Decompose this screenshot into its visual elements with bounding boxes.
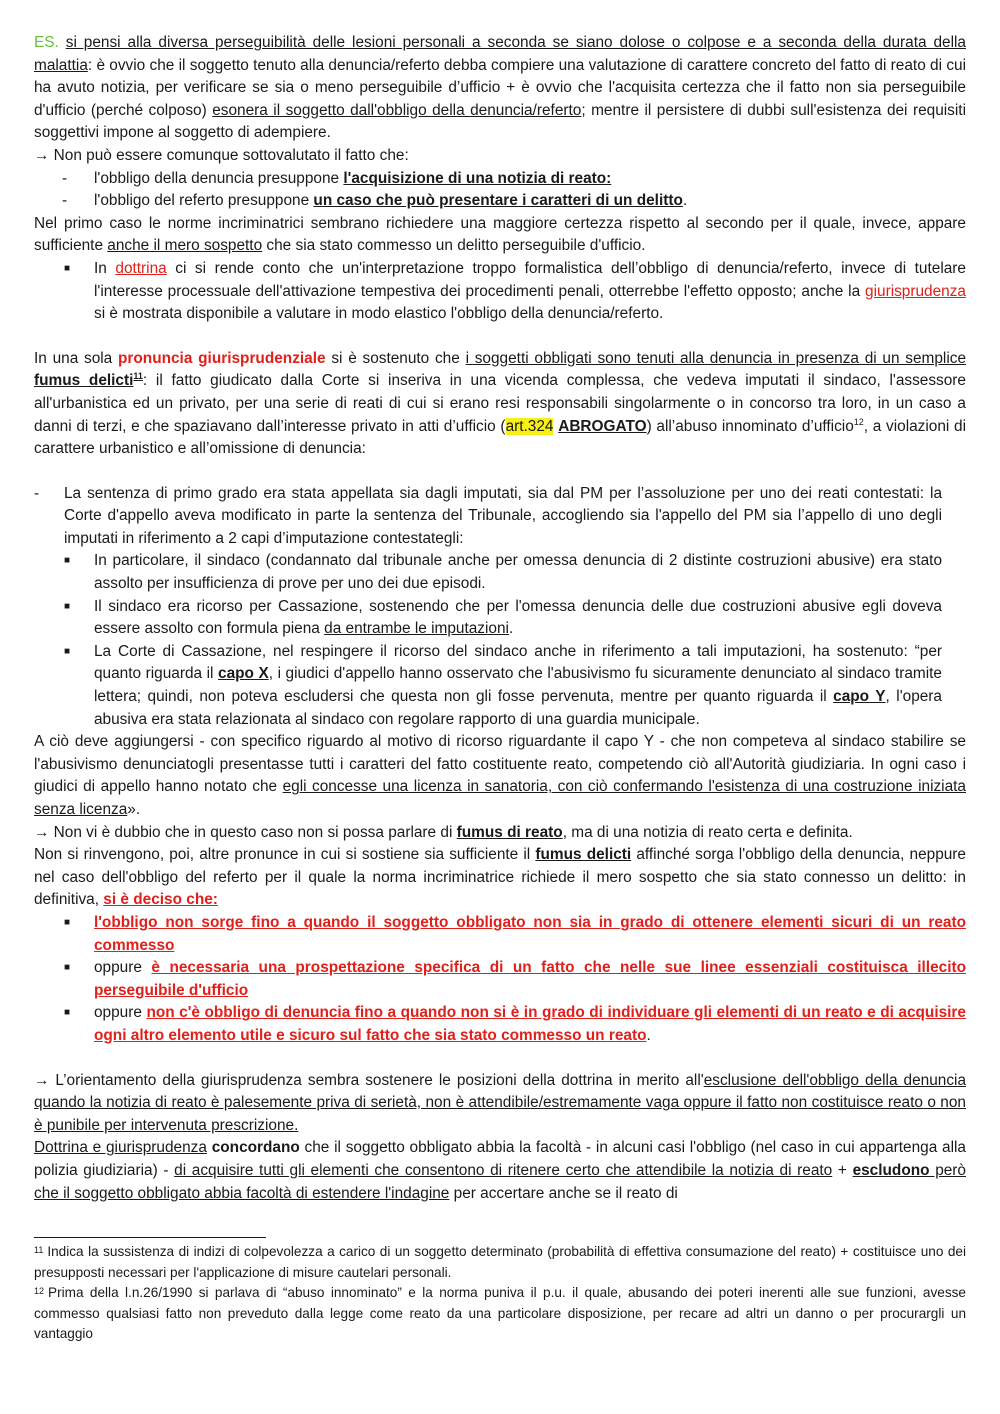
dash-marker: - (62, 169, 68, 187)
bold-underlined-span: escludono (852, 1161, 930, 1179)
paragraph-orientamento (34, 1070, 966, 1138)
dash-item-denuncia (34, 168, 966, 191)
bold-underlined-span: fumus delicti (535, 846, 632, 864)
footnote-12 (34, 1283, 966, 1345)
paragraph-primo-caso (34, 213, 966, 258)
paragraph-arrow-2 (34, 822, 966, 845)
footnote-number: 11 (34, 1245, 44, 1255)
footnote-ref-11[interactable]: 11 (133, 371, 143, 382)
text-span: → L’orientamento della giurisprudenza sembra sostenere le posizioni della dottrina in merito all' (34, 1071, 704, 1089)
underlined-span: i soggetti obbligati sono tenuti alla denuncia in presenza di un semplice (465, 349, 967, 367)
red-term: giurisprudenza (865, 282, 966, 300)
text-span: , a violazioni di carattere urbanistico e all’omissione di denuncia: (34, 417, 967, 458)
example-label: ES. (34, 34, 59, 51)
footnote-text: Prima della l.n.26/1990 si parlava di “abuso innominato” e la norma puniva il p.u. il quale, abusando dei poteri inerenti alle sue funzioni, avesse commesso qualsiasi fatto non preveduto dalla legge come reato da una particolare disposizione, per recare ad altri un danno o per procurargli un vantaggio (34, 1285, 966, 1342)
text-span: per accertare anche se il reato di (449, 1184, 678, 1202)
paragraph-example (34, 32, 966, 145)
bullet-dottrina (34, 258, 966, 326)
text-span: affinché sorga l'obbligo della denuncia, neppure nel caso dell'obbligo del referto per il quale la norma incriminatrice richiede il mero sospetto che sia stato connesso un delitto: in definitiva, (34, 846, 966, 909)
text-span: → Non vi è dubbio che in questo caso non si possa parlare di (34, 823, 457, 841)
bold-underlined-span: fumus di reato (456, 823, 563, 841)
text-span: In particolare, il sindaco (condannato dal tribunale anche per omessa denuncia di 2 distinte costruzioni abusive) era stato assolto per insufficienza di prove per uno dei due episodi. (94, 552, 942, 593)
underlined-span: Dottrina e giurisprudenza (34, 1139, 207, 1157)
paragraph-arrow-1: → Non può essere comunque sottovalutato il fatto che: (34, 146, 409, 164)
dash-item-referto (34, 190, 966, 213)
highlighted-article: art.324 (505, 417, 554, 435)
sub-bullet-sindaco (34, 550, 966, 595)
text-span: , ma di una notizia di reato certa e definita. (562, 823, 853, 841)
footnote-11 (34, 1242, 966, 1283)
red-bold-underlined-span: non c'è obbligo di denuncia fino a quando non si è in grado di individuare gli elementi di un reato e di acquisire ogni altro elemento utile e sicuro sul fatto che sia stato commesso un reato (94, 1004, 966, 1044)
text-span: oppure (94, 959, 152, 977)
underlined-span: di acquisire tutti gli elementi che consentono di ritenere certo che attendibile la notizia di reato (174, 1161, 833, 1179)
example-underlined: si pensi alla diversa perseguibilità delle lesioni personali a seconda se siano dolose o colpose e a seconda della durata della malattia (34, 34, 966, 74)
bold-underlined-span: l'acquisizione di una notizia di reato: (343, 169, 612, 187)
text-span: , l'opera abusiva era stata relazionata al sindaco con regolare rapporto di una guardia municipale. (94, 688, 942, 728)
text-span: si è sostenuto che (325, 349, 466, 367)
capo-x-label: capo X (218, 665, 269, 683)
text-span: : il fatto giudicato dalla Corte si inseriva in una vicenda complessa, che vedeva imputati il sindaco, l'assessore all'urbanistica ed un privato, per una serie di reati di cui si erano resi responsabili singolarmente o in concorso tra loro, in un caso a danni di terzi, e che spaziavano dall’interesse privato in atti d’ufficio ( (34, 372, 966, 435)
dash-marker: - (34, 484, 40, 502)
red-bold-term: pronuncia giurisprudenziale (118, 349, 326, 367)
square-bullet: ■ (64, 262, 71, 274)
square-bullet: ■ (64, 645, 71, 657)
text-span: si è mostrata disponibile a valutare in modo elastico l'obbligo della denuncia/referto. (94, 305, 664, 323)
red-bold-underlined-span: è necessaria una prospettazione specifica di un fatto che nelle sue linee essenziali costituisca illecito perseguibile d'ufficio (94, 959, 967, 999)
red-term: dottrina (115, 259, 167, 277)
dash-marker: - (62, 192, 68, 210)
underlined-span: da entrambe le imputazioni (324, 620, 509, 638)
text-span: oppure (94, 1004, 147, 1022)
square-bullet: ■ (64, 1007, 71, 1019)
footnote-number: 12 (34, 1286, 45, 1297)
paragraph-dottrina-giurisprudenza (34, 1137, 966, 1205)
square-bullet: ■ (64, 555, 71, 567)
text-span: ci si rende conto che un'interpretazione troppo formalistica dell’obbligo di denuncia/referto, invece di tutelare l'interesse processuale dell'attivazione tempestiva dei procedimenti penali, otterrebbe l'effetto opposto; anche la (94, 259, 966, 300)
paragraph-pronuncia (34, 348, 966, 461)
text-span: ) all’abuso innominato d’ufficio (646, 417, 854, 435)
text-span: : è ovvio che il soggetto tenuto alla denuncia/referto debba compiere una valutazione di carattere concreto del fatto di reato di cui ha avuto notizia, per verificare se sia o meno perseguibile d’ufficio + è ovvio che l'acquisita certezza che il fatto non sia perseguibile d'ufficio (perché colposo) (34, 56, 966, 119)
footnotes (34, 1242, 966, 1345)
sub-bullet-ricorso (34, 596, 966, 641)
footnote-ref-12[interactable]: 12 (853, 416, 864, 427)
red-bold-underlined-span: l'obbligo non sorge fino a quando il soggetto obbligato non sia in grado di ottenere elementi sicuri di un reato commesso (94, 913, 966, 954)
bullet-non-obbligo (34, 1002, 966, 1047)
text-span: . (646, 1026, 651, 1044)
text-span: In una sola (34, 349, 118, 367)
underlined-span: però che il soggetto obbligato abbia facoltà di estendere l'indagine (34, 1161, 966, 1202)
square-bullet: ■ (64, 962, 71, 974)
square-bullet: ■ (64, 916, 71, 928)
text-span: l'obbligo della denuncia presuppone (94, 169, 344, 187)
paragraph-altre-pronunce (34, 844, 966, 912)
document-body (34, 32, 966, 1205)
text-span: + (832, 1161, 853, 1179)
text-span: . (682, 192, 688, 210)
text-span: che il soggetto obbligato abbia la facoltà - in alcuni casi l'obbligo (nel caso in cui appartenga alla polizia giudiziaria) - (34, 1139, 966, 1179)
sub-bullet-cassazione (34, 641, 966, 731)
text-span: ; mentre il persistere di dubbi sull'esistenza dei requisiti soggettivi impone al soggetto di adempiere. (34, 101, 966, 142)
abrogato-label: ABROGATO (558, 417, 647, 435)
text-span: La Corte di Cassazione, nel respingere il ricorso del sindaco anche in riferimento a tali imputazioni, ha sostenuto: “per quanto riguarda il (94, 642, 942, 683)
underlined-span: anche il mero sospetto (107, 237, 263, 255)
text-span: . (508, 620, 514, 638)
bold-underlined-span: un caso che può presentare i caratteri di un delitto (313, 192, 683, 210)
bold-underlined-span: fumus delicti (34, 372, 134, 390)
text-span: Nel primo caso le norme incriminatrici sembrano richiedere una maggiore certezza rispetto al secondo per il quale, invece, appare sufficiente (34, 214, 966, 255)
capo-y-label: capo Y (833, 688, 886, 706)
text-span: In (94, 259, 116, 277)
underlined-span: esclusione dell'obbligo della denuncia quando la notizia di reato è palesemente priva di serietà, non è attendibile/estremamente vaga oppure il fatto non costituisce reato o non è punibile per intervenuta prescrizione. (34, 1071, 967, 1134)
text-span: Il sindaco era ricorso per Cassazione, sostenendo che per l'omessa denuncia delle due costruzioni abusive egli doveva essere assolto con formula piena (94, 597, 942, 638)
dash-item-sentenza (34, 483, 966, 551)
bullet-obbligo-non-sorge (34, 912, 966, 957)
underlined-span: esonera il soggetto dall'obbligo della denuncia/referto (212, 101, 582, 119)
footnote-text: Indica la sussistenza di indizi di colpevolezza a carico di un soggetto determinato (probabilità di effettiva consumazione del reato) + costituisce uno dei presupposti necessari per l'applicazione di misure cautelari personali. (34, 1244, 966, 1280)
text-span: La sentenza di primo grado era stata appellata sia dagli imputati, sia dal PM per l’assoluzione per uno dei reati contestati: la Corte d'appello aveva modificato in parte la sentenza del Tribunale, accogliendo sia l'appello del PM sia l’appello di uno degli imputati in riferimento a 2 capi d’imputazione contestategli: (64, 484, 942, 547)
paragraph-aggiungersi (34, 731, 966, 821)
text-span: l'obbligo del referto presuppone (94, 192, 314, 210)
text-span: A ciò deve aggiungersi - con specifico riguardo al motivo di ricorso riguardante il capo Y - che non competeva al sindaco stabilire se l'abusivismo denunciatogli presentasse tutti i caratteri del fatto costituente reato, competendo ciò all'Autorità giudiziaria. In ogni caso i giudici di appello hanno notato che (34, 733, 966, 796)
footnote-separator (34, 1237, 266, 1238)
red-bold-underlined-span: si è deciso che: (103, 891, 218, 909)
bullet-prospettazione (34, 957, 966, 1002)
text-span: che sia stato commesso un delitto perseguibile d'ufficio. (262, 237, 646, 255)
text-span: , i giudici d'appello hanno osservato che l'abusivismo fu sicuramente denunciato al sindaco tramite lettera; quindi, non poteva escludersi che questa non gli fosse pervenuta, mentre per quanto riguarda il (94, 665, 942, 706)
bold-span: concordano (211, 1139, 300, 1157)
underlined-span: egli concesse una licenza in sanatoria, con ciò confermando l'esistenza di una costruzione iniziata senza licenza (34, 778, 966, 818)
text-span: Non si rinvengono, poi, altre pronunce in cui si sostiene sia sufficiente il (34, 846, 536, 864)
text-span: ». (127, 801, 141, 818)
square-bullet: ■ (64, 600, 71, 612)
